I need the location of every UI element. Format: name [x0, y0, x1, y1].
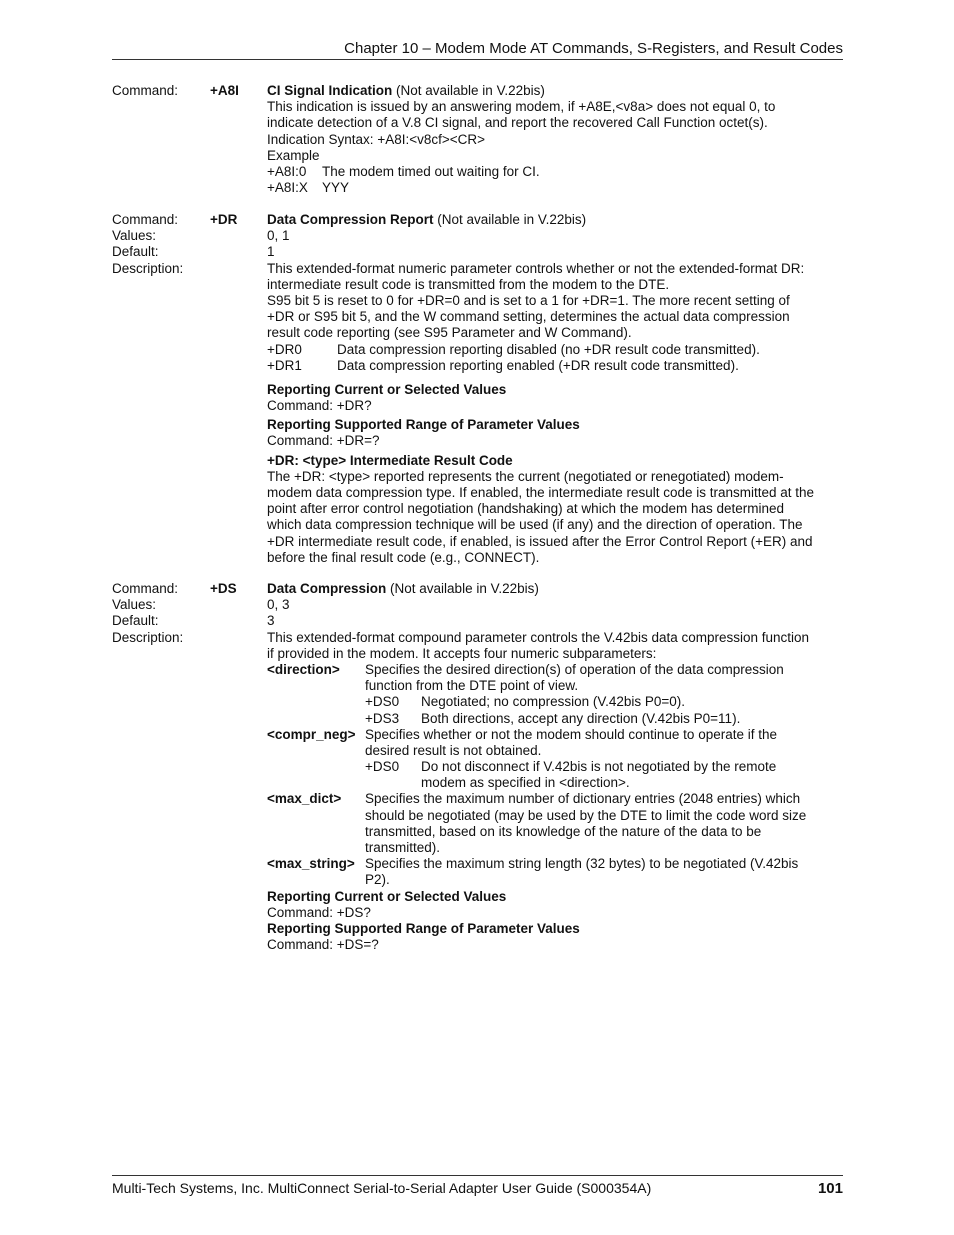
description-line: which data compression technique will be used (if any) and the direction of operation. The [267, 517, 803, 533]
command-code: +DS [210, 581, 237, 596]
subparameter-key: <max_string> [267, 856, 355, 872]
description-line: point after error control negotiation (handshaking) at which the modem has determined [267, 501, 785, 517]
default-text: 3 [267, 613, 275, 629]
subparameter-desc: Specifies the maximum number of dictionary entries (2048 entries) which [365, 791, 801, 807]
values-label: Values: [112, 597, 157, 613]
query-command: Command: +DS=? [267, 937, 379, 953]
section-heading: Reporting Current or Selected Values [267, 888, 507, 904]
subparameter-desc: P2). [365, 872, 390, 888]
description-line: This indication is issued by an answering modem, if +A8E,<v8a> does not equal 0, to [267, 99, 776, 115]
command-dr [112, 212, 843, 566]
example-code: +A8I:X [267, 180, 308, 196]
description-line: This extended-format compound parameter controls the V.42bis data compression function [267, 629, 810, 645]
option-desc: modem as specified in <direction>. [421, 775, 630, 791]
option-code: +DR1 [267, 357, 302, 373]
command-title: Data Compression [267, 581, 387, 596]
default-label: Default: [112, 613, 159, 629]
subparameter-desc: Specifies whether or not the modem should continue to operate if the [365, 726, 778, 742]
default-text: 1 [267, 244, 275, 260]
query-command: Command: +DR? [267, 398, 372, 414]
description-line: +DR or S95 bit 5, and the W command setting, determines the actual data compression [267, 309, 790, 325]
description-line: The +DR: <type> reported represents the current (negotiated or renegotiated) modem- [267, 468, 784, 484]
option-code: +DR0 [267, 341, 302, 357]
footer-text: Multi-Tech Systems, Inc. MultiConnect Serial-to-Serial Adapter User Guide (S000354A) [112, 1180, 652, 1196]
availability-note: (Not available in V.22bis) [392, 83, 545, 98]
query-command: Command: +DR=? [267, 433, 380, 449]
values-text: 0, 1 [267, 228, 290, 244]
subparameter-key: <compr_neg> [267, 726, 356, 742]
availability-note: (Not available in V.22bis) [433, 212, 587, 227]
example-code: +A8I:0 [267, 163, 307, 179]
description-line: result code reporting (see S95 Parameter and W Command). [267, 325, 632, 341]
values-text: 0, 3 [267, 597, 290, 613]
subparameter-desc: transmitted). [365, 840, 441, 855]
description-line: S95 bit 5 is reset to 0 for +DR=0 and is set to a 1 for +DR=1. The more recent setting of [267, 292, 790, 308]
subparameter-desc: desired result is not obtained. [365, 742, 542, 758]
description-line: Indication Syntax: +A8I:<v8cf><CR> [267, 131, 486, 147]
option-desc: Both directions, accept any direction (V.42bis P0=11). [421, 710, 741, 726]
option-code: +DS0 [365, 694, 400, 710]
option-code: +DS0 [365, 759, 400, 775]
example-desc: The modem timed out waiting for CI. [322, 163, 540, 179]
description-line: before the final result code (e.g., CONNECT). [267, 549, 540, 565]
description-line: modem data compression type. If enabled, the intermediate result code is transmitted at the [267, 485, 815, 500]
subparameter-desc: Specifies the maximum string length (32 bytes) to be negotiated (V.42bis [365, 856, 799, 872]
option-desc: Data compression reporting enabled (+DR result code transmitted). [337, 357, 739, 373]
default-label: Default: [112, 244, 159, 260]
description-line: intermediate result code is transmitted from the modem to the DTE. [267, 276, 670, 292]
command-label: Command: [112, 581, 179, 596]
option-desc: Negotiated; no compression (V.42bis P0=0). [421, 694, 686, 710]
example-desc: YYY [322, 180, 350, 196]
description-line: indicate detection of a V.8 CI signal, and report the recovered Call Function octet(s). [267, 115, 768, 131]
command-code: +A8I [210, 83, 239, 98]
option-code: +DS3 [365, 710, 400, 726]
option-desc: Data compression reporting disabled (no +DR result code transmitted). [337, 341, 760, 357]
command-label: Command: [112, 83, 179, 98]
command-title: Data Compression Report [267, 212, 434, 227]
subparameter-key: <direction> [267, 661, 340, 677]
section-heading: Reporting Current or Selected Values [267, 381, 507, 397]
description-line: if provided in the modem. It accepts four numeric subparameters: [267, 645, 657, 661]
subparameter-desc: should be negotiated (may be used by the DTE to limit the code word size [365, 807, 807, 823]
page-header: Chapter 10 – Modem Mode AT Commands, S-Registers, and Result Codes [112, 40, 843, 60]
values-label: Values: [112, 228, 157, 244]
description-line: Example [267, 147, 320, 163]
query-command: Command: +DS? [267, 904, 371, 920]
command-ds [112, 581, 843, 953]
subparameter-desc: function from the DTE point of view. [365, 678, 579, 694]
description-label: Description: [112, 260, 184, 276]
option-desc: Do not disconnect if V.42bis is not negotiated by the remote [421, 759, 777, 775]
command-title: CI Signal Indication [267, 83, 393, 98]
command-a8i [112, 83, 843, 196]
section-heading: +DR: <type> Intermediate Result Code [267, 452, 513, 468]
page-number: 101 [817, 1180, 843, 1197]
subparameter-desc: Specifies the desired direction(s) of operation of the data compression [365, 661, 784, 677]
description-line: +DR intermediate result code, if enabled, is issued after the Error Control Report (+ER) and [267, 533, 813, 549]
description-line: This extended-format numeric parameter controls whether or not the extended-format DR: [267, 260, 805, 276]
subparameter-desc: transmitted, based on its knowledge of the nature of the data to be [365, 823, 762, 839]
availability-note: (Not available in V.22bis) [386, 581, 539, 596]
command-label: Command: [112, 212, 179, 227]
section-heading: Reporting Supported Range of Parameter Values [267, 920, 580, 936]
page-footer [112, 1175, 843, 1197]
subparameter-key: <max_dict> [267, 791, 342, 807]
section-heading: Reporting Supported Range of Parameter Values [267, 417, 580, 433]
command-code: +DR [210, 212, 238, 227]
description-label: Description: [112, 629, 184, 645]
